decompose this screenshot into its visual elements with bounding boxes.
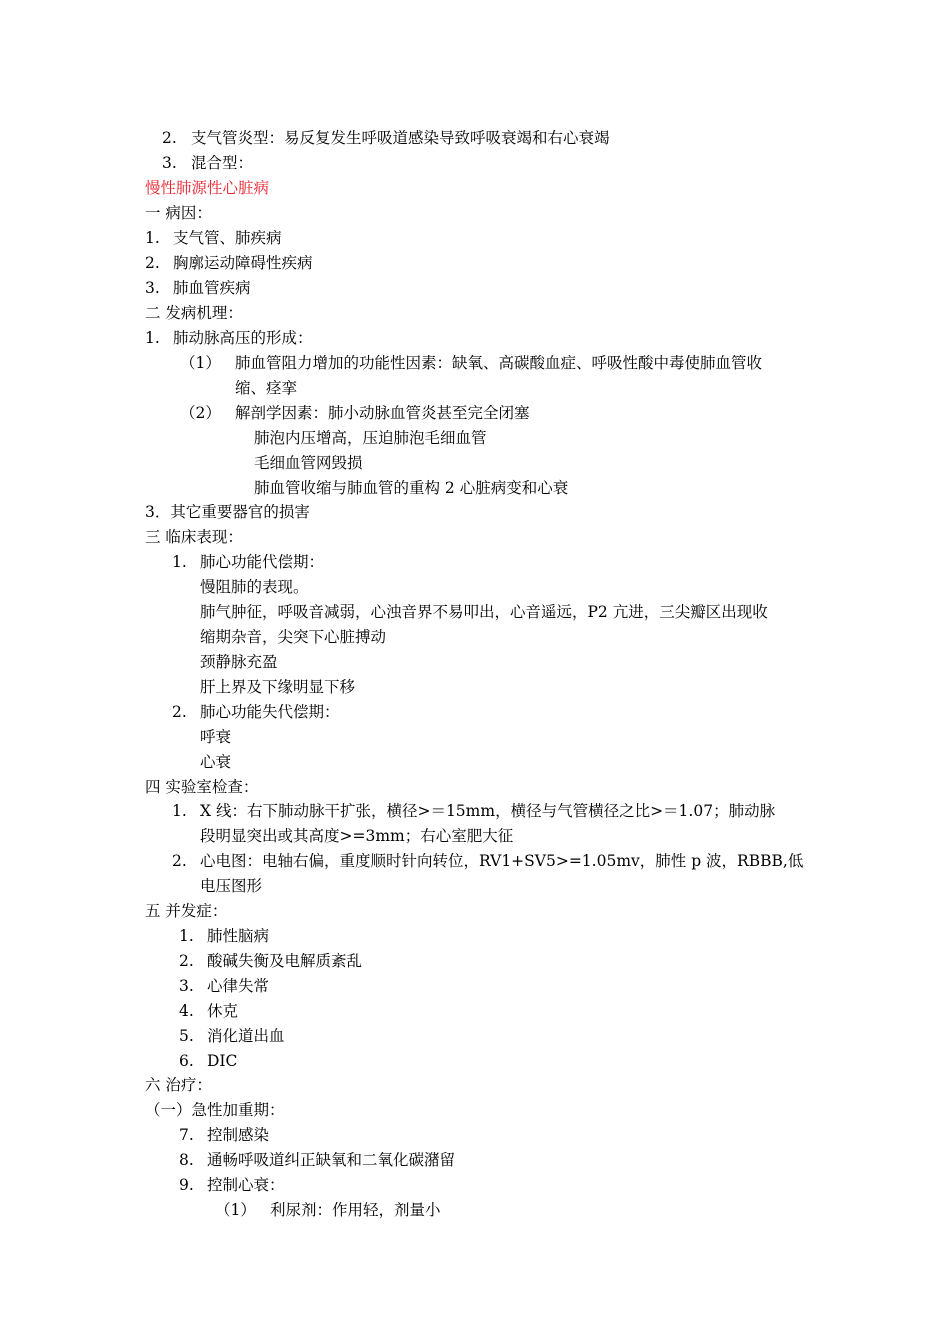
paragraph-line: 肺气肿征，呼吸音减弱，心浊音界不易叩出，心音遥远，P2 亢进，三尖瓣区出现收 <box>200 603 768 621</box>
list-number: 9. <box>179 1176 194 1194</box>
paragraph-line: 缩期杂音，尖突下心脏搏动 <box>200 628 387 646</box>
list-number: 1. <box>172 802 187 820</box>
section-heading: 四 实验室检查： <box>145 778 259 796</box>
list-item-continuation: 电压图形 <box>200 877 263 895</box>
list-number: 1. <box>179 927 194 945</box>
list-item-text: 心电图：电轴右偏，重度顺时针向转位，RV1+SV5>=1.05mv，肺性 p 波，RBBB,低 <box>200 852 804 870</box>
list-item-text: 肺动脉高压的形成： <box>173 329 313 347</box>
list-number: （1） <box>180 354 221 372</box>
list-item-text: 通畅呼吸道纠正缺氧和二氧化碳潴留 <box>207 1151 456 1169</box>
paragraph-line: 肺泡内压增高，压迫肺泡毛细血管 <box>254 429 487 447</box>
list-number: （1） <box>215 1201 256 1219</box>
list-number: 2. <box>162 129 177 147</box>
section-heading: 一 病因： <box>145 204 212 222</box>
list-item-text: DIC <box>207 1052 238 1070</box>
list-item-text: 解剖学因素：肺小动脉血管炎甚至完全闭塞 <box>235 404 530 422</box>
list-number: 5. <box>179 1027 194 1045</box>
list-number: 8. <box>179 1151 194 1169</box>
list-item-text: 控制心衰： <box>207 1176 285 1194</box>
list-item-text: 肺血管阻力增加的功能性因素：缺氧、高碳酸血症、呼吸性酸中毒使肺血管收 <box>235 354 763 372</box>
section-title: 慢性肺源性心脏病 <box>145 179 270 197</box>
list-item-text: 胸廓运动障碍性疾病 <box>173 254 313 272</box>
list-item-text: 混合型： <box>191 154 254 172</box>
list-item-text: 休克 <box>207 1002 239 1020</box>
list-item-text: 心律失常 <box>207 977 270 995</box>
section-heading: 三 临床表现： <box>145 528 243 546</box>
section-heading: 五 并发症： <box>145 902 228 920</box>
list-item-continuation: 缩、痉挛 <box>235 379 298 397</box>
list-number: 3. <box>162 154 177 172</box>
list-item-text: 消化道出血 <box>207 1027 285 1045</box>
paragraph-line: 肺血管收缩与肺血管的重构 2 心脏病变和心衰 <box>254 479 569 497</box>
list-number: 7. <box>179 1126 194 1144</box>
list-item-text: 支气管、肺疾病 <box>173 229 282 247</box>
list-number: 2. <box>179 952 194 970</box>
section-heading: 六 治疗： <box>145 1076 212 1094</box>
section-heading: 二 发病机理： <box>145 304 243 322</box>
subsection-heading: （一）急性加重期： <box>145 1101 285 1119</box>
list-number: 3. <box>145 279 160 297</box>
paragraph-line: 颈静脉充盈 <box>200 653 278 671</box>
list-number: 6. <box>179 1052 194 1070</box>
list-number: 1. <box>172 553 187 571</box>
paragraph-line: 心衰 <box>200 753 232 771</box>
list-number: 4. <box>179 1002 194 1020</box>
list-item-text: 肺性脑病 <box>207 927 270 945</box>
list-item-text: X 线：右下肺动脉干扩张，横径>＝15mm，横径与气管横径之比>＝1.07；肺动脉 <box>200 802 776 820</box>
paragraph-line: 3．其它重要器官的损害 <box>145 503 310 521</box>
paragraph-line: 毛细血管网毁损 <box>254 454 363 472</box>
list-item-continuation: 段明显突出或其高度>=3mm；右心室肥大征 <box>200 827 514 845</box>
paragraph-line: 慢阻肺的表现。 <box>200 578 309 596</box>
list-number: 2. <box>145 254 160 272</box>
list-number: 1. <box>145 229 160 247</box>
list-item-text: 支气管炎型：易反复发生呼吸道感染导致呼吸衰竭和右心衰竭 <box>191 129 610 147</box>
list-number: 2. <box>172 703 187 721</box>
list-number: （2） <box>180 404 221 422</box>
paragraph-line: 肝上界及下缘明显下移 <box>200 678 356 696</box>
paragraph-line: 呼衰 <box>200 728 232 746</box>
list-item-text: 酸碱失衡及电解质紊乱 <box>207 952 363 970</box>
list-item-text: 控制感染 <box>207 1126 270 1144</box>
list-item-text: 肺心功能代偿期： <box>200 553 325 571</box>
list-number: 1. <box>145 329 160 347</box>
list-number: 2. <box>172 852 187 870</box>
list-item-text: 肺心功能失代偿期： <box>200 703 340 721</box>
list-number: 3. <box>179 977 194 995</box>
list-item-text: 肺血管疾病 <box>173 279 251 297</box>
list-item-text: 利尿剂：作用轻，剂量小 <box>270 1201 441 1219</box>
